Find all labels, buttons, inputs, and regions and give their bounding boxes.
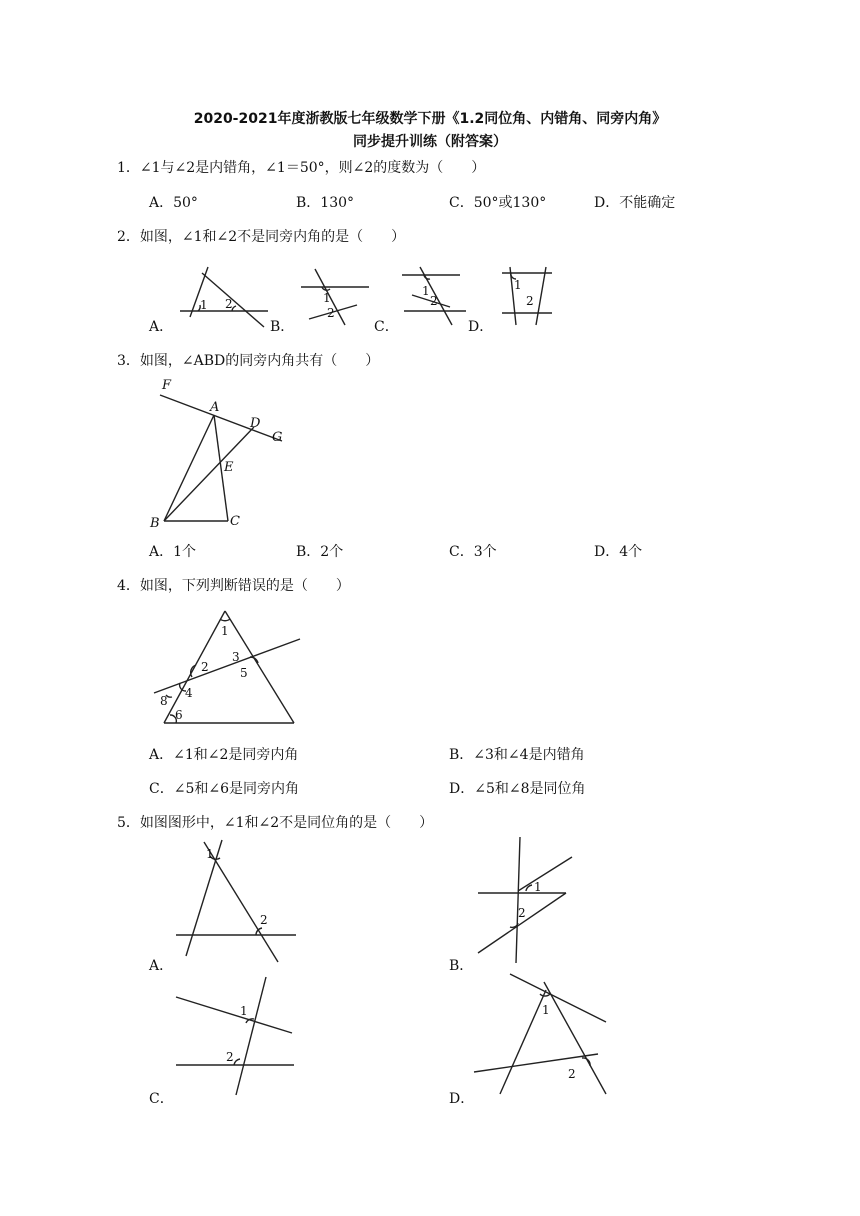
q5-option-c: C． xyxy=(149,1091,174,1107)
q2-figure-c xyxy=(400,265,470,330)
q5d-label-1: 1 xyxy=(542,1003,550,1017)
q5-figure-d xyxy=(470,970,615,1100)
q3-label-a: A xyxy=(210,400,220,415)
q4-option-b: B．∠3和∠4是内错角 xyxy=(449,747,585,763)
q3-option-b: B．2个 xyxy=(296,544,344,560)
q5c-label-2: 2 xyxy=(226,1050,234,1064)
q5b-label-2: 2 xyxy=(518,906,526,920)
q4-label-5: 5 xyxy=(240,666,248,680)
q5d-label-2: 2 xyxy=(568,1067,576,1081)
q4-label-3: 3 xyxy=(232,650,240,664)
q3-label-d: D xyxy=(250,416,261,431)
q4-option-a: A．∠1和∠2是同旁内角 xyxy=(149,747,299,763)
q3-label-g: G xyxy=(272,430,283,445)
q1-option-a: A．50° xyxy=(149,195,198,211)
q3-label-f: F xyxy=(162,378,172,393)
q2d-label-2: 2 xyxy=(526,294,534,308)
q5-option-b: B． xyxy=(449,958,474,974)
q4-label-8: 8 xyxy=(160,694,168,708)
q2-option-c: C． xyxy=(374,319,399,335)
q4-label-1: 1 xyxy=(221,624,229,638)
q1-option-c: C．50°或130° xyxy=(449,195,547,211)
q2-option-b: B． xyxy=(270,319,295,335)
q5-figure-a xyxy=(170,838,305,968)
q2a-label-1: 1 xyxy=(200,298,208,312)
q1-option-d: D．不能确定 xyxy=(594,195,676,211)
q2b-label-1: 1 xyxy=(323,291,331,305)
q5b-label-1: 1 xyxy=(534,880,542,894)
q2-option-a: A． xyxy=(149,319,174,335)
q5-option-a: A． xyxy=(149,958,174,974)
q3-option-a: A．1个 xyxy=(149,544,197,560)
q5-figure-b xyxy=(470,835,580,970)
q2a-label-2: 2 xyxy=(225,297,233,311)
q2c-label-2: 2 xyxy=(430,294,438,308)
q3-option-d: D．4个 xyxy=(594,544,643,560)
question-1-stem: 1．∠1与∠2是内错角，∠1＝50°，则∠2的度数为（ ） xyxy=(117,160,486,176)
q5a-label-1: 1 xyxy=(206,847,214,861)
doc-title-line1: 2020-2021年度浙教版七年级数学下册《1.2同位角、内错角、同旁内角》 xyxy=(193,111,667,127)
q5-option-d: D． xyxy=(449,1091,475,1107)
q1-option-b: B．130° xyxy=(296,195,355,211)
q5a-label-2: 2 xyxy=(260,913,268,927)
question-4-stem: 4．如图，下列判断错误的是（ ） xyxy=(117,578,350,594)
q4-label-2: 2 xyxy=(201,660,209,674)
q2-figure-a xyxy=(170,265,280,330)
q2d-label-1: 1 xyxy=(514,278,522,292)
q3-label-e: E xyxy=(224,460,234,475)
q5-figure-c xyxy=(170,975,300,1100)
q4-label-6: 6 xyxy=(175,708,183,722)
q4-option-d: D．∠5和∠8是同位角 xyxy=(449,781,586,797)
question-5-stem: 5．如图图形中，∠1和∠2不是同位角的是（ ） xyxy=(117,815,434,831)
question-2-stem: 2．如图，∠1和∠2不是同旁内角的是（ ） xyxy=(117,229,406,245)
q2-figure-d xyxy=(498,265,558,330)
q5c-label-1: 1 xyxy=(240,1004,248,1018)
q3-figure xyxy=(150,375,300,535)
doc-title-line2: 同步提升训练（附答案） xyxy=(353,134,507,150)
q3-label-b: B xyxy=(150,516,160,531)
q3-option-c: C．3个 xyxy=(449,544,497,560)
q3-label-c: C xyxy=(230,514,240,529)
q2-figure-b xyxy=(295,265,375,330)
question-3-stem: 3．如图，∠ABD的同旁内角共有（ ） xyxy=(117,353,380,369)
q4-figure xyxy=(150,605,310,730)
q4-label-4: 4 xyxy=(185,686,193,700)
q4-option-c: C．∠5和∠6是同旁内角 xyxy=(149,781,299,797)
q2-option-d: D． xyxy=(468,319,494,335)
q2c-label-1: 1 xyxy=(422,284,430,298)
q2b-label-2: 2 xyxy=(327,306,335,320)
